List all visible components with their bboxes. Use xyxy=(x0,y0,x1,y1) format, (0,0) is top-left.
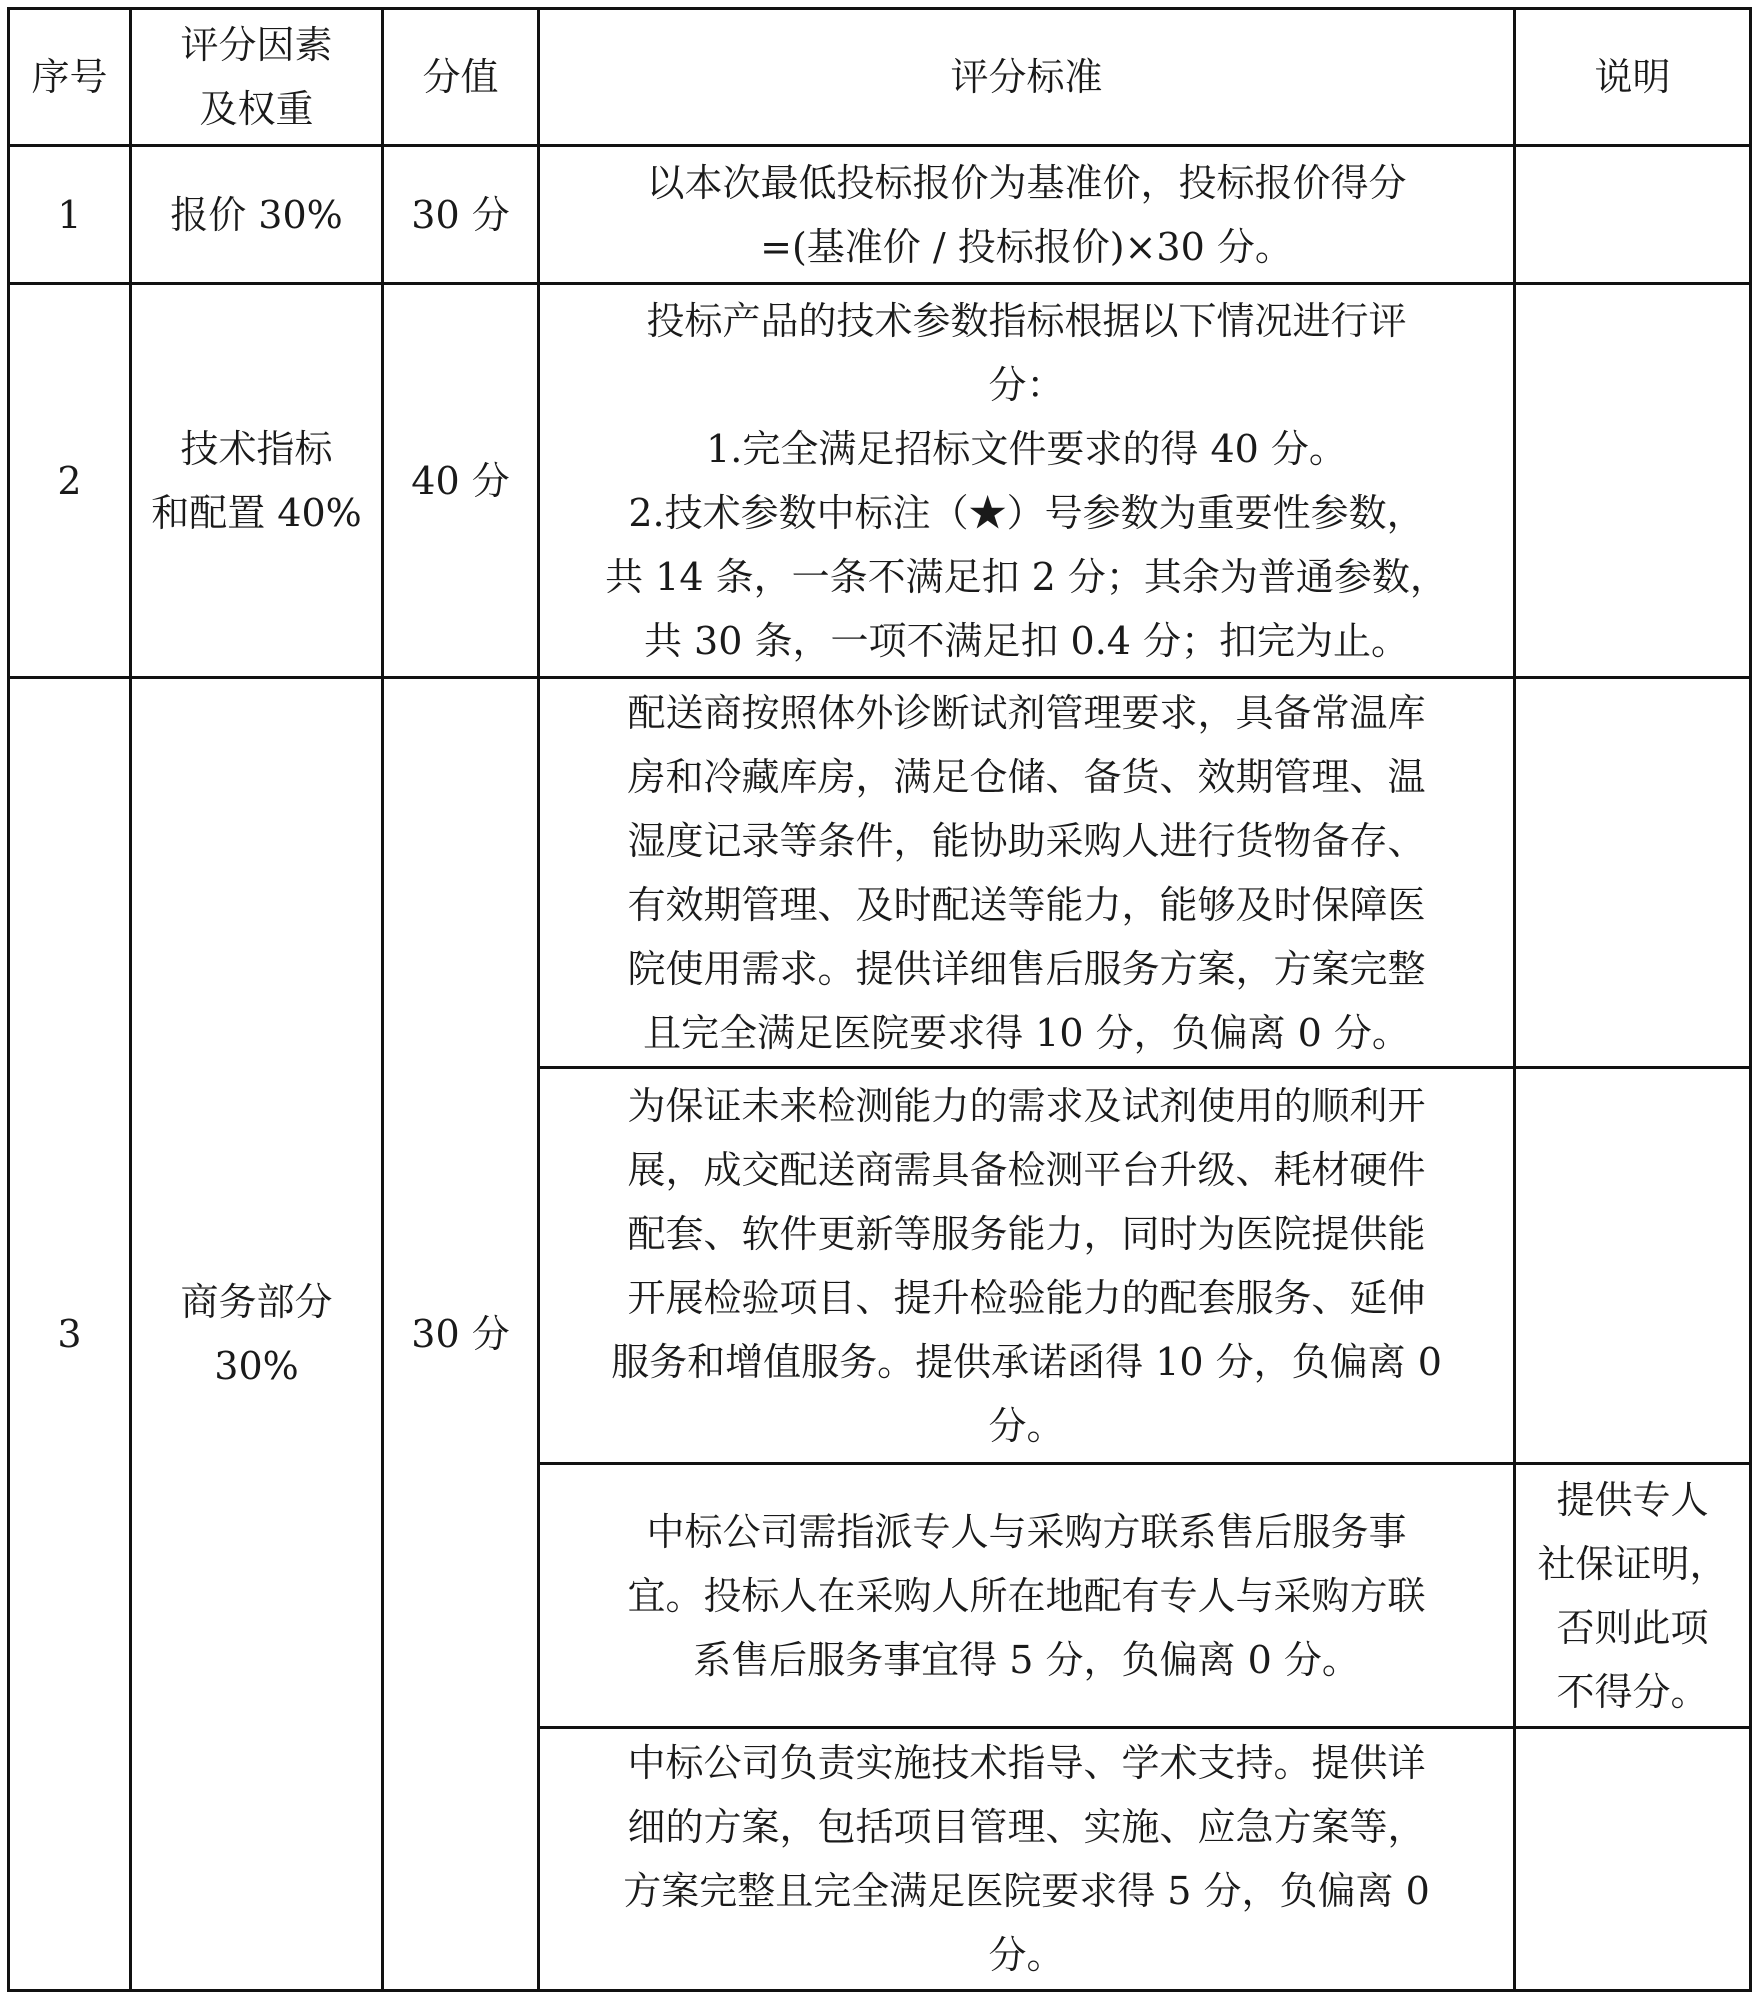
factor-line: 技术指标 xyxy=(180,426,333,471)
criteria-cell xyxy=(539,678,1515,1068)
header-score: 分值 xyxy=(383,9,539,146)
header-note: 说明 xyxy=(1515,9,1751,146)
criteria-line: 细的方案，包括项目管理、实施、应急方案等， xyxy=(627,1805,1426,1849)
factor-line: 和配置 40% xyxy=(151,490,362,535)
row-factor xyxy=(131,678,383,1991)
header-factor-line: 评分因素 xyxy=(180,23,333,67)
criteria-line: 湿度记录等条件，能协助采购人进行货物备存、 xyxy=(627,818,1426,863)
scoring-table xyxy=(7,7,1752,1992)
criteria-line: 分： xyxy=(988,362,1065,407)
header-num: 序号 xyxy=(9,9,131,146)
criteria-line: 分。 xyxy=(988,1933,1065,1977)
note-line: 否则此项 xyxy=(1556,1605,1709,1650)
factor-line: 商务部分 xyxy=(180,1280,333,1324)
header-factor-line: 及权重 xyxy=(199,87,314,131)
criteria-line: 2.技术参数中标注（★）号参数为重要性参数， xyxy=(628,490,1425,535)
criteria-cell xyxy=(539,146,1515,284)
note-line: 社保证明， xyxy=(1537,1541,1728,1586)
row-num: 2 xyxy=(9,284,131,678)
criteria-line: 系售后服务事宜得 5 分，负偏离 0 分。 xyxy=(693,1637,1360,1682)
criteria-line: 共 14 条，一条不满足扣 2 分；其余为普通参数， xyxy=(605,554,1448,599)
row-num: 1 xyxy=(9,146,131,284)
criteria-line: 分。 xyxy=(988,1403,1065,1448)
criteria-line: 中标公司需指派专人与采购方联系售后服务事 xyxy=(646,1509,1407,1554)
criteria-line: 为保证未来检测能力的需求及试剂使用的顺利开 xyxy=(627,1083,1426,1128)
note-cell xyxy=(1515,1068,1751,1464)
criteria-line: =(基准价 / 投标报价)×30 分。 xyxy=(760,224,1293,269)
table-row xyxy=(9,284,1751,678)
criteria-line: 宜。投标人在采购人所在地配有专人与采购方联 xyxy=(627,1573,1426,1618)
row-score: 30 分 xyxy=(383,678,539,1991)
row-num: 3 xyxy=(9,678,131,1991)
criteria-line: 1.完全满足招标文件要求的得 40 分。 xyxy=(706,426,1347,471)
criteria-line: 配送商按照体外诊断试剂管理要求，具备常温库 xyxy=(627,690,1426,735)
criteria-cell xyxy=(539,1068,1515,1464)
note-cell xyxy=(1515,146,1751,284)
criteria-line: 房和冷藏库房，满足仓储、备货、效期管理、温 xyxy=(627,754,1426,799)
criteria-line: 且完全满足医院要求得 10 分，负偏离 0 分。 xyxy=(643,1010,1410,1055)
table-row xyxy=(9,146,1751,284)
criteria-line: 开展检验项目、提升检验能力的配套服务、延伸 xyxy=(627,1275,1426,1320)
row-score: 40 分 xyxy=(383,284,539,678)
criteria-line: 服务和增值服务。提供承诺函得 10 分，负偏离 0 xyxy=(611,1339,1442,1384)
note-cell xyxy=(1515,1728,1751,1991)
criteria-cell xyxy=(539,284,1515,678)
criteria-line: 有效期管理、及时配送等能力，能够及时保障医 xyxy=(627,882,1426,927)
criteria-line: 展，成交配送商需具备检测平台升级、耗材硬件 xyxy=(627,1147,1426,1192)
row-score: 30 分 xyxy=(383,146,539,284)
note-cell xyxy=(1515,678,1751,1068)
criteria-line: 院使用需求。提供详细售后服务方案，方案完整 xyxy=(627,946,1426,991)
criteria-line: 方案完整且完全满足医院要求得 5 分，负偏离 0 xyxy=(623,1869,1430,1913)
criteria-line: 中标公司负责实施技术指导、学术支持。提供详 xyxy=(627,1741,1426,1785)
criteria-cell xyxy=(539,1728,1515,1991)
criteria-cell xyxy=(539,1464,1515,1728)
table-row xyxy=(9,678,1751,1068)
row-factor xyxy=(131,146,383,284)
note-line: 不得分。 xyxy=(1556,1669,1709,1714)
header-standard: 评分标准 xyxy=(539,9,1515,146)
factor-line: 报价 30% xyxy=(170,192,343,237)
note-cell xyxy=(1515,284,1751,678)
header-row xyxy=(9,9,1751,146)
factor-line: 30% xyxy=(214,1344,299,1388)
criteria-line: 以本次最低投标报价为基准价，投标报价得分 xyxy=(646,160,1407,205)
header-factor xyxy=(131,9,383,146)
note-line: 提供专人 xyxy=(1556,1477,1709,1522)
row-factor xyxy=(131,284,383,678)
criteria-line: 共 30 条，一项不满足扣 0.4 分；扣完为止。 xyxy=(643,618,1410,663)
criteria-line: 配套、软件更新等服务能力，同时为医院提供能 xyxy=(627,1211,1426,1256)
criteria-line: 投标产品的技术参数指标根据以下情况进行评 xyxy=(646,298,1407,343)
note-cell xyxy=(1515,1464,1751,1728)
